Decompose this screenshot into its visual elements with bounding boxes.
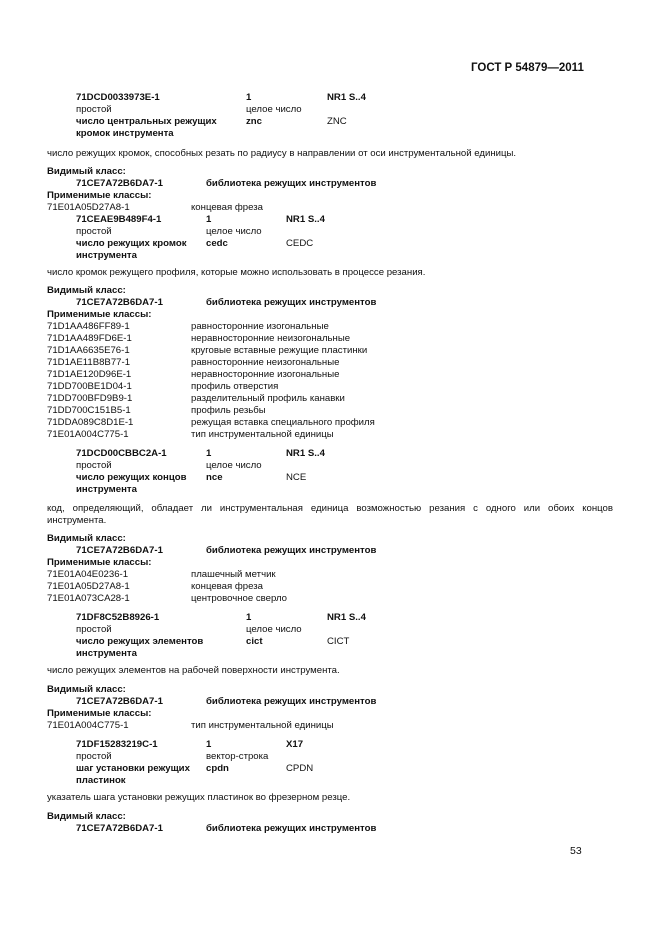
attr-short-name: nce	[206, 472, 223, 483]
applicable-class-name: профиль резьбы	[191, 405, 266, 416]
attr-cardinality: 1	[206, 448, 212, 459]
visible-class-label: Видимый класс:	[47, 811, 126, 822]
attr-type: простой	[76, 460, 112, 471]
attr-type: простой	[76, 104, 112, 115]
attr-name-line2: пластинок	[76, 775, 126, 786]
attr-name-line1: число режущих кромок	[76, 238, 187, 249]
visible-class-label: Видимый класс:	[47, 285, 126, 296]
applicable-classes-label: Применимые классы:	[47, 708, 152, 719]
attr-description: указатель шага установки режущих пластинок во фрезерном резце.	[47, 792, 351, 803]
attr-datatype: целое число	[246, 624, 302, 635]
applicable-class-id: 71D1AE11B8B77-1	[47, 357, 131, 368]
attr-cardinality: 1	[206, 214, 212, 225]
attr-name-line2: инструмента	[76, 250, 137, 261]
applicable-class-name: круговые вставные режущие пластинки	[191, 345, 368, 356]
applicable-class-id: 71D1AA489FD6E-1	[47, 333, 132, 344]
applicable-class-id: 71E01A004C775-1	[47, 429, 129, 440]
visible-class-id: 71CE7A72B6DA7-1	[76, 178, 163, 189]
visible-class-id: 71CE7A72B6DA7-1	[76, 545, 163, 556]
applicable-class-name: концевая фреза	[191, 202, 263, 213]
applicable-class-id: 71DD700BFD9B9-1	[47, 393, 133, 404]
attr-code: CPDN	[286, 763, 314, 774]
applicable-class-id: 71D1AA6635E76-1	[47, 345, 130, 356]
document-header: ГОСТ Р 54879—2011	[471, 62, 584, 74]
attr-short-name: cict	[246, 636, 263, 647]
visible-class-label: Видимый класс:	[47, 684, 126, 695]
visible-class-name: библиотека режущих инструментов	[206, 696, 377, 707]
attr-description: число режущих кромок, способных резать по радиусу в направлении от оси инструментальной единицы.	[47, 148, 517, 159]
attr-id: 71DF15283219C-1	[76, 739, 158, 750]
attr-cardinality: 1	[206, 739, 212, 750]
attr-name-line2: кромок инструмента	[76, 128, 174, 139]
applicable-class-name: равносторонние изогональные	[191, 321, 329, 332]
applicable-classes-label: Применимые классы:	[47, 309, 152, 320]
attr-short-name: cedc	[206, 238, 228, 249]
applicable-class-name: тип инструментальной единицы	[191, 429, 334, 440]
applicable-class-id: 71D1AA486FF89-1	[47, 321, 130, 332]
visible-class-label: Видимый класс:	[47, 166, 126, 177]
page-number: 53	[570, 845, 582, 857]
attr-description: число кромок режущего профиля, которые можно использовать в процессе резания.	[47, 267, 426, 278]
applicable-class-id: 71E01A004C775-1	[47, 720, 129, 731]
visible-class-name: библиотека режущих инструментов	[206, 545, 377, 556]
attr-code: CEDC	[286, 238, 314, 249]
attr-name-line2: инструмента	[76, 484, 137, 495]
applicable-class-id: 71E01A05D27A8-1	[47, 202, 130, 213]
visible-class-label: Видимый класс:	[47, 533, 126, 544]
applicable-class-name: центровочное сверло	[191, 593, 288, 604]
attr-id: 71DCD00CBBC2A-1	[76, 448, 167, 459]
applicable-class-id: 71DD700BE1D04-1	[47, 381, 132, 392]
attr-short-name: znc	[246, 116, 262, 127]
applicable-class-id: 71DDA089C8D1E-1	[47, 417, 134, 428]
visible-class-id: 71CE7A72B6DA7-1	[76, 696, 163, 707]
attr-id: 71DCD0033973E-1	[76, 92, 160, 103]
visible-class-name: библиотека режущих инструментов	[206, 823, 377, 834]
applicable-class-name: тип инструментальной единицы	[191, 720, 334, 731]
attr-datatype: вектор-строка	[206, 751, 269, 762]
visible-class-id: 71CE7A72B6DA7-1	[76, 823, 163, 834]
applicable-class-id: 71E01A04E0236-1	[47, 569, 129, 580]
applicable-class-id: 71E01A073CA28-1	[47, 593, 130, 604]
applicable-class-name: плашечный метчик	[191, 569, 276, 580]
attr-range: NR1 S..4	[327, 92, 366, 103]
attr-description: число режущих элементов на рабочей поверхности инструмента.	[47, 665, 340, 676]
attr-description-cont: инструмента.	[47, 515, 107, 526]
attr-name-line1: число режущих концов	[76, 472, 187, 483]
attr-name-line1: число центральных режущих	[76, 116, 217, 127]
attr-range: NR1 S..4	[286, 214, 325, 225]
attr-cardinality: 1	[246, 612, 252, 623]
applicable-classes-label: Применимые классы:	[47, 557, 152, 568]
attr-type: простой	[76, 751, 112, 762]
attr-type: простой	[76, 226, 112, 237]
applicable-class-name: равносторонние неизогональные	[191, 357, 340, 368]
applicable-class-name: неравносторонние изогональные	[191, 369, 340, 380]
attr-datatype: целое число	[246, 104, 302, 115]
attr-datatype: целое число	[206, 460, 262, 471]
attr-name-line2: инструмента	[76, 648, 137, 659]
applicable-class-name: концевая фреза	[191, 581, 263, 592]
applicable-class-name: режущая вставка специального профиля	[191, 417, 375, 428]
attr-id: 71DF8C52B8926-1	[76, 612, 160, 623]
visible-class-name: библиотека режущих инструментов	[206, 178, 377, 189]
attr-datatype: целое число	[206, 226, 262, 237]
applicable-class-id: 71E01A05D27A8-1	[47, 581, 130, 592]
attr-range: X17	[286, 739, 304, 750]
attr-description: код, определяющий, обладает ли инструментальная единица возможностью резания с одного или обоих концов	[47, 503, 613, 514]
visible-class-name: библиотека режущих инструментов	[206, 297, 377, 308]
attr-range: NR1 S..4	[327, 612, 366, 623]
attr-name-line1: шаг установки режущих	[76, 763, 190, 774]
applicable-class-id: 71DD700C151B5-1	[47, 405, 131, 416]
applicable-class-id: 71D1AE120D96E-1	[47, 369, 132, 380]
attr-range: NR1 S..4	[286, 448, 325, 459]
attr-code: ZNC	[327, 116, 347, 127]
applicable-classes-label: Применимые классы:	[47, 190, 152, 201]
attr-code: NCE	[286, 472, 307, 483]
attr-short-name: cpdn	[206, 763, 229, 774]
attr-id: 71CEAE9B489F4-1	[76, 214, 162, 225]
attr-name-line1: число режущих элементов	[76, 636, 204, 647]
applicable-class-name: разделительный профиль канавки	[191, 393, 345, 404]
attr-cardinality: 1	[246, 92, 252, 103]
applicable-class-name: профиль отверстия	[191, 381, 279, 392]
attr-type: простой	[76, 624, 112, 635]
applicable-class-name: неравносторонние неизогональные	[191, 333, 351, 344]
attr-code: CICT	[327, 636, 350, 647]
visible-class-id: 71CE7A72B6DA7-1	[76, 297, 163, 308]
